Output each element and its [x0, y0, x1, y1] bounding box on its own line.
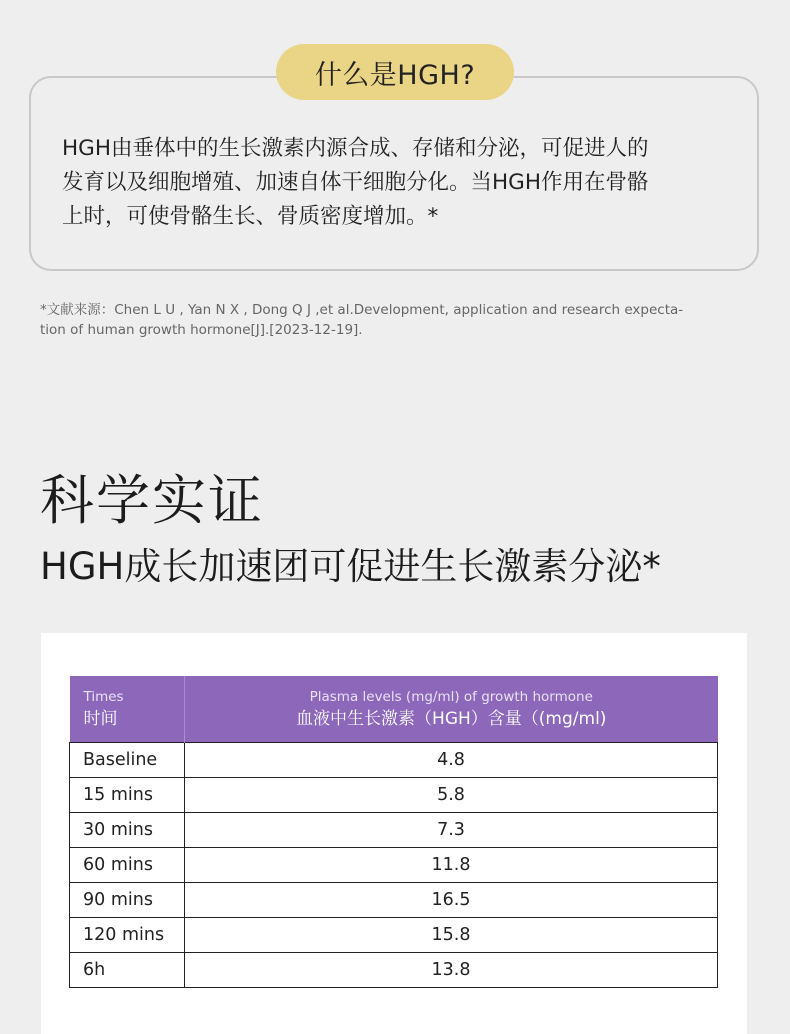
- time-cell: 30 mins: [70, 813, 185, 848]
- table-row: [70, 778, 718, 813]
- table-row: [70, 883, 718, 918]
- table-row: [70, 743, 718, 778]
- section-heading: 科学实证: [40, 469, 264, 532]
- table-row: [70, 848, 718, 883]
- table-row: [70, 918, 718, 953]
- info-text: [62, 132, 742, 234]
- reference-note: [40, 300, 756, 340]
- header-plasma-levels: [185, 676, 718, 743]
- value-cell: 15.8: [185, 918, 718, 953]
- header-plasma-en: Plasma levels (mg/ml) of growth hormone: [309, 688, 593, 705]
- time-cell: 15 mins: [70, 778, 185, 813]
- reference-line: tion of human growth hormone[J].[2023-12-19].: [40, 322, 363, 338]
- header-plasma-zh: 血液中生长激素（HGH）含量（(mg/ml): [296, 708, 607, 729]
- time-cell: 60 mins: [70, 848, 185, 883]
- reference-line: *文献来源：Chen L U , Yan N X , Dong Q J ,et al.Development, application and research expecta-: [40, 302, 684, 318]
- value-cell: 13.8: [185, 953, 718, 988]
- table-row: [70, 813, 718, 848]
- section-subheading: HGH成长加速团可促进生长激素分泌*: [40, 545, 661, 588]
- value-cell: 4.8: [185, 743, 718, 778]
- header-times: [70, 676, 185, 743]
- time-cell: 90 mins: [70, 883, 185, 918]
- value-cell: 5.8: [185, 778, 718, 813]
- hgh-data-table: [69, 676, 718, 988]
- info-line: 发育以及细胞增殖、加速自体干细胞分化。当HGH作用在骨骼: [62, 170, 649, 195]
- info-title: 什么是HGH?: [276, 44, 514, 100]
- time-cell: Baseline: [70, 743, 185, 778]
- value-cell: 7.3: [185, 813, 718, 848]
- info-line: 上时，可使骨骼生长、骨质密度增加。*: [62, 204, 439, 229]
- table-header-row: [70, 676, 718, 743]
- header-times-zh: 时间: [83, 708, 118, 729]
- time-cell: 6h: [70, 953, 185, 988]
- value-cell: 16.5: [185, 883, 718, 918]
- info-line: HGH由垂体中的生长激素内源合成、存储和分泌，可促进人的: [62, 136, 649, 161]
- value-cell: 11.8: [185, 848, 718, 883]
- table-row: [70, 953, 718, 988]
- header-times-en: Times: [83, 688, 124, 705]
- time-cell: 120 mins: [70, 918, 185, 953]
